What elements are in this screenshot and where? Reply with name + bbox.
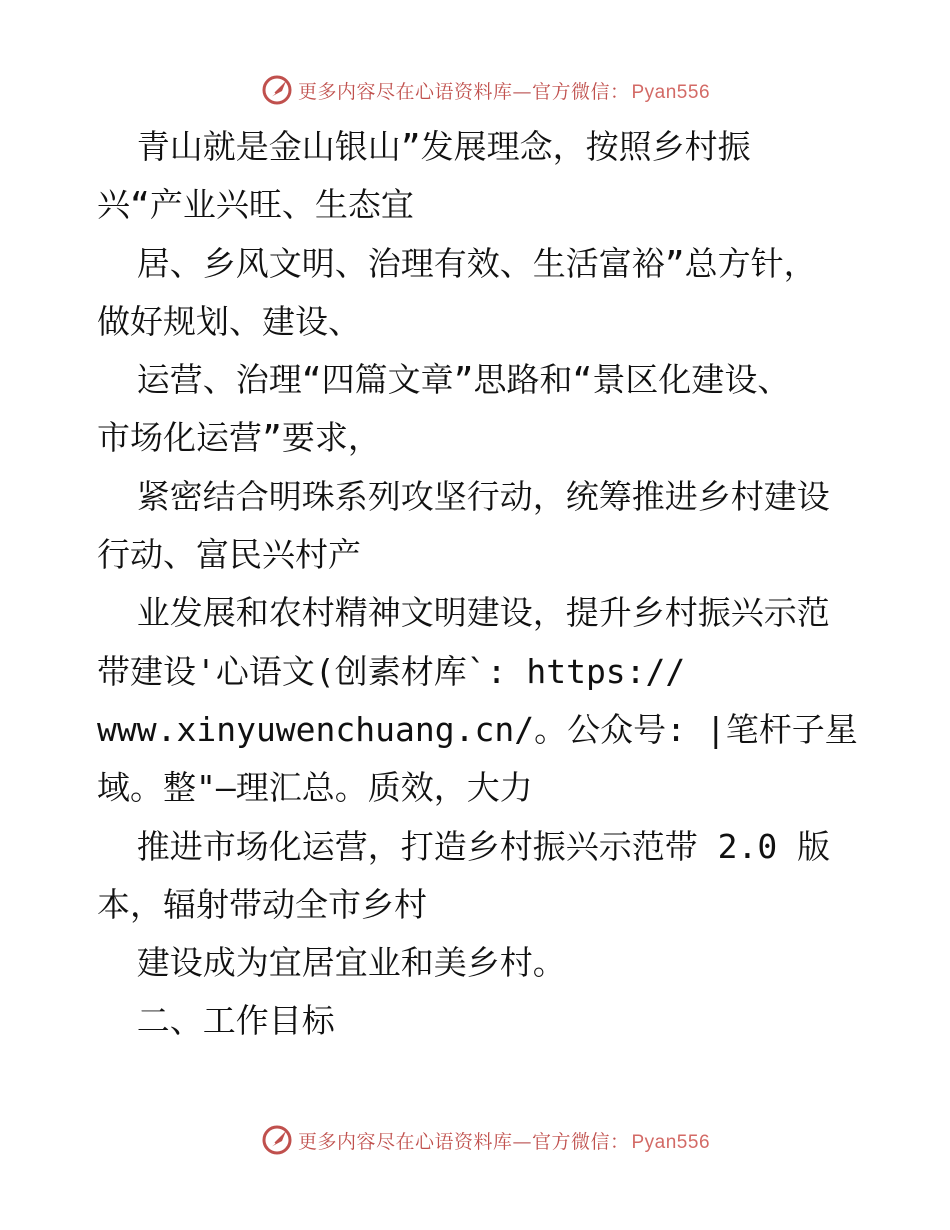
watermark-text [298, 77, 710, 104]
quill-logo-icon [260, 1123, 294, 1157]
text-line: 做好规划、建设、 [97, 301, 361, 341]
text-line: 域。整"—理汇总。质效，大力 [97, 768, 533, 808]
text-line: www.xinyuwenchuang.cn/。公众号: |笔杆子星 [97, 709, 858, 749]
watermark-suffix: 官方微信： [531, 80, 630, 103]
text-line: 业发展和农村精神文明建设，提升乡村振兴示范 [97, 593, 830, 633]
footer-watermark-content [260, 1123, 710, 1157]
watermark-wechat-id: Pyan556 [631, 81, 711, 103]
watermark-wechat-id: Pyan556 [631, 1131, 711, 1153]
text-line: 兴“产业兴旺、生态宜 [97, 185, 414, 225]
header-watermark-content [260, 73, 710, 107]
text-line: 运营、治理“四篇文章”思路和“景区化建设、 [97, 360, 791, 400]
document-body [97, 118, 877, 1051]
text-line: 青山就是金山银山”发展理念，按照乡村振 [97, 127, 751, 166]
text-line: 紧密结合明珠系列攻坚行动，统筹推进乡村建设 [97, 476, 830, 516]
watermark-dash: — [512, 80, 532, 103]
text-line: 居、乡风文明、治理有效、生活富裕”总方针， [97, 243, 817, 283]
quill-logo-icon [260, 73, 294, 107]
text-line: 行动、富民兴村产 [97, 535, 361, 575]
header-watermark-banner [0, 70, 950, 110]
text-line: 带建设'心语文(创素材库`: https:// [97, 651, 686, 691]
text-line: 市场化运营”要求， [97, 418, 381, 458]
text-line: 本，辐射带动全市乡村 [97, 884, 427, 924]
watermark-main-text: 更多内容尽在心语资料库 [297, 80, 513, 103]
text-line: 推进市场化运营，打造乡村振兴示范带 2.0 版 [97, 826, 831, 866]
text-line: 建设成为宜居宜业和美乡村。 [97, 943, 566, 983]
watermark-text [298, 1127, 710, 1154]
watermark-dash: — [512, 1130, 532, 1153]
watermark-suffix: 官方微信： [531, 1130, 630, 1153]
watermark-main-text: 更多内容尽在心语资料库 [297, 1130, 513, 1153]
footer-watermark-banner [0, 1120, 950, 1160]
section-heading: 二、工作目标 [97, 1001, 335, 1041]
